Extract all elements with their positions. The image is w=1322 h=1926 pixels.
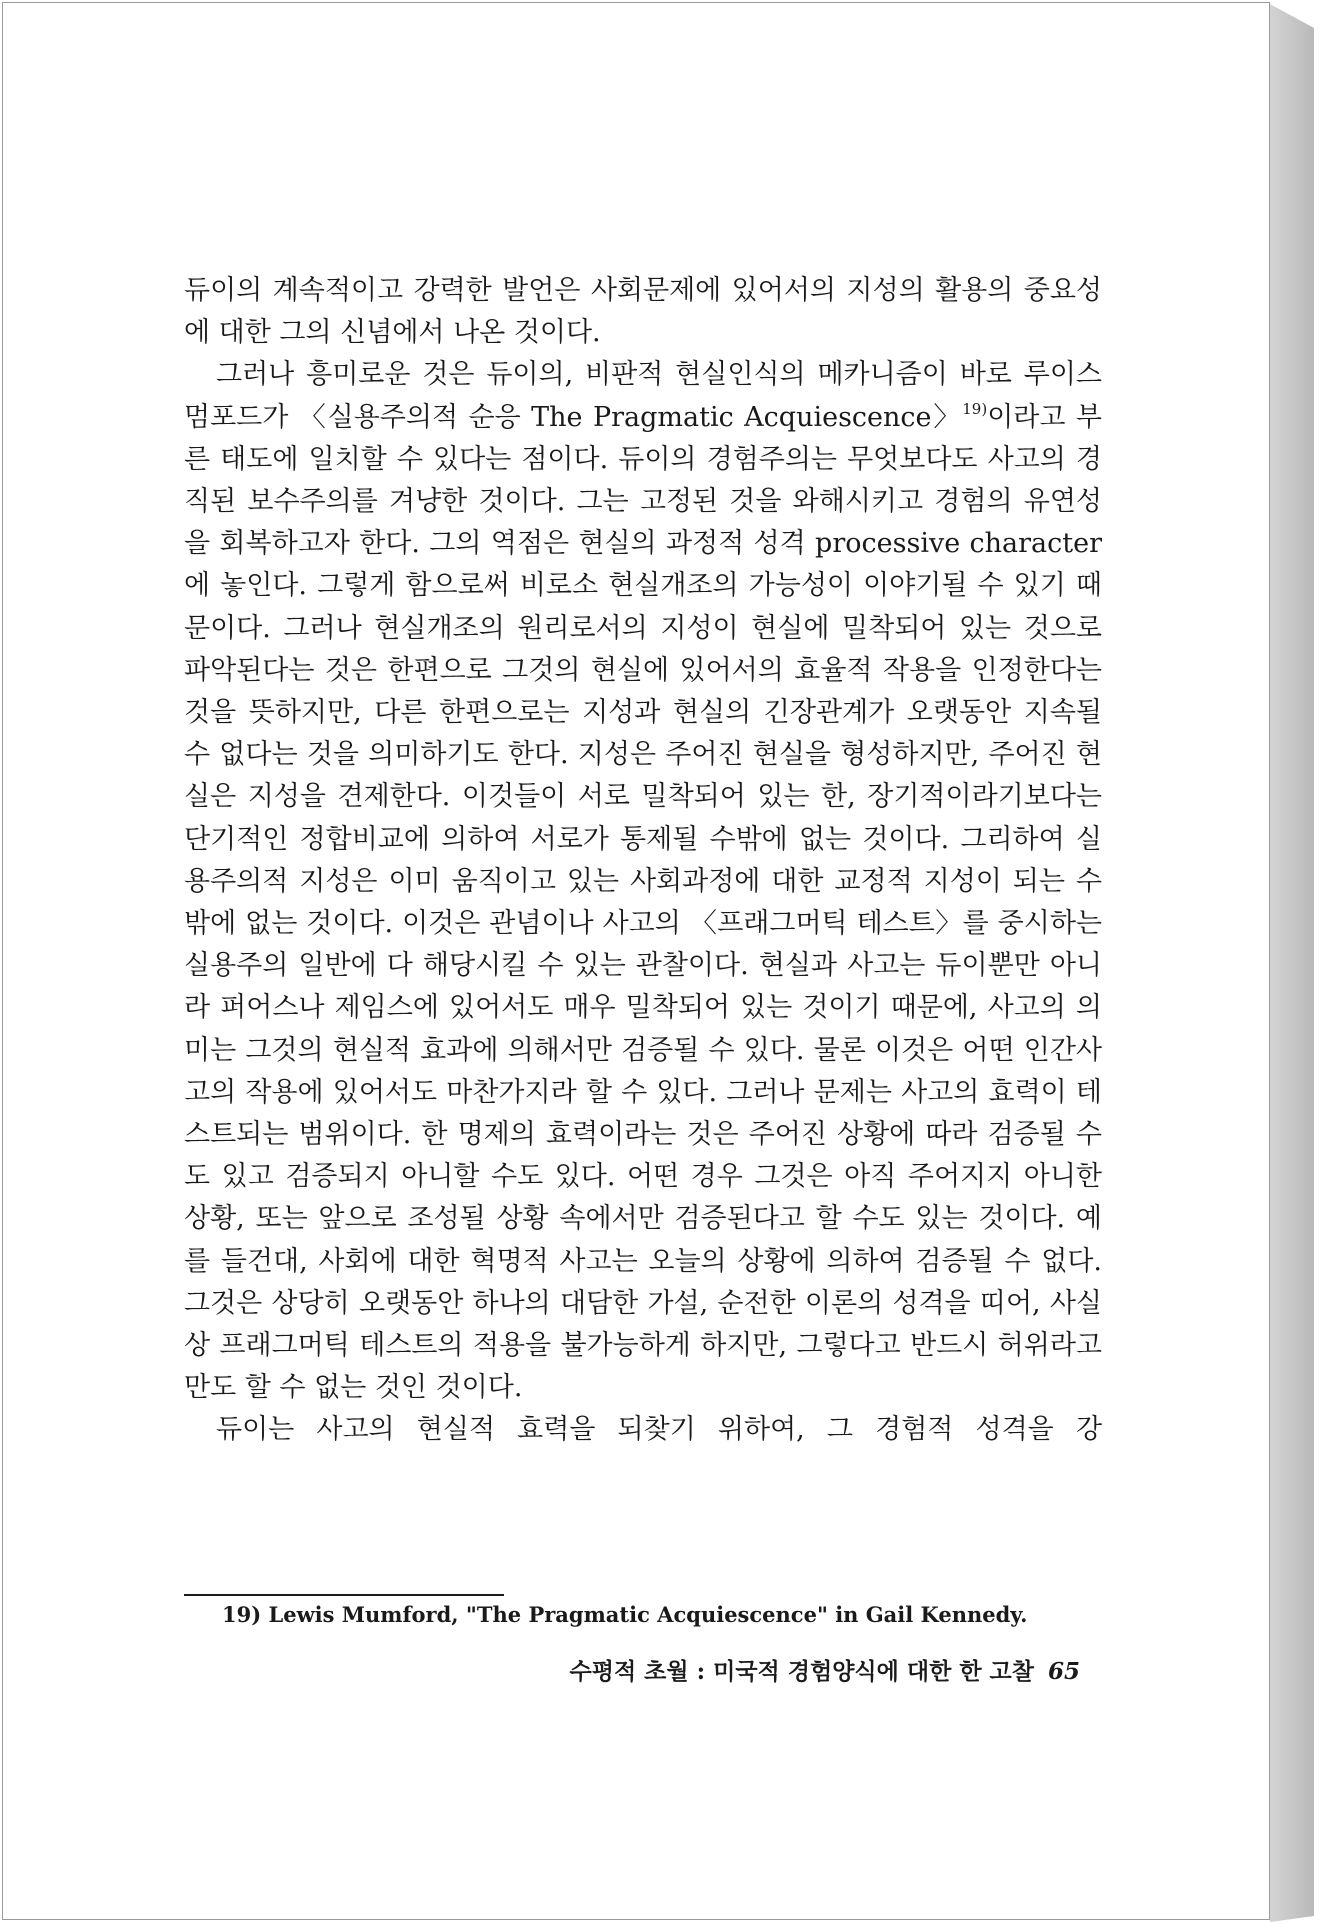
paragraph-3 (184, 1409, 1102, 1451)
paragraph-2-text-after-footnote: 이라고 부른 태도에 일치할 수 있다는 점이다. 듀이의 경험주의는 무엇보다도 사고의 경직된 보수주의를 겨냥한 것이다. 그는 고정된 것을 와해시키고 경험의 유연성을 회복하고자 한다. 그의 역점은 현실의 과정적 성격 processive character 에 놓인다. 그렇게 함으로써 비로소 현실개조의 가능성이 이야기될 수 있기 때문이다. 그러나 현실개조의 원리로서의 지성이 현실에 밀착되어 있는 것으로 파악된다는 것은 한편으로 그것의 현실에 있어서의 효율적 작용을 인정한다는 것을 뜻하지만, 다른 한편으로는 지성과 현실의 긴장관계가 오랫동안 지속될 수 없다는 것을 의미하기도 한다. 지성은 주어진 현실을 형성하지만, 주어진 현실은 지성을 견제한다. 이것들이 서로 밀착되어 있는 한, 장기적이라기보다는 단기적인 정합비교에 의하여 서로가 통제될 수밖에 없는 것이다. 그리하여 실용주의적 지성은 이미 움직이고 있는 사회과정에 대한 교정적 지성이 되는 수밖에 없는 것이다. 이것은 관념이나 사고의 〈프래그머틱 테스트〉를 중시하는 실용주의 일반에 다 해당시킬 수 있는 관찰이다. 현실과 사고는 듀이뿐만 아니라 퍼어스나 제임스에 있어서도 매우 밀착되어 있는 것이기 때문에, 사고의 의미는 그것의 현실적 효과에 의해서만 검증될 수 있다. 물론 이것은 어떤 인간사고의 작용에 있어서도 마찬가지라 할 수 있다. 그러나 문제는 사고의 효력이 테스트되는 범위이다. 한 명제의 효력이라는 것은 주어진 상황에 따라 검증될 수도 있고 검증되지 아니할 수도 있다. 어떤 경우 그것은 아직 주어지지 아니한 상황, 또는 앞으로 조성될 상황 속에서만 검증된다고 할 수도 있는 것이다. 예를 들건대, 사회에 대한 혁명적 사고는 오늘의 상황에 의하여 검증될 수 없다. 그것은 상당히 오랫동안 하나의 대담한 가설, 순전한 이론의 성격을 띠어, 사실상 프래그머틱 테스트의 적용을 불가능하게 하지만, 그렇다고 반드시 허위라고만도 할 수 없는 것인 것이다. (184, 401, 1102, 1404)
paragraph-2-text-before-footnote: 그러나 흥미로운 것은 듀이의, 비판적 현실인식의 메카니즘이 바로 루이스 멈포드가 〈실용주의적 순응 The Pragmatic Acquiescence〉 (184, 359, 1102, 433)
page-number: 65 (1047, 1658, 1080, 1685)
body-text (184, 270, 1102, 1452)
paragraph-1-text: 듀이의 계속적이고 강력한 발언은 사회문제에 있어서의 지성의 활용의 중요성에 대한 그의 신념에서 나온 것이다. (184, 275, 1102, 349)
paragraph-2 (184, 354, 1102, 1409)
running-footer-title: 수평적 초월 : 미국적 경험양식에 대한 한 고찰 (569, 1658, 1034, 1685)
footnote-reference-19: 19) (962, 399, 988, 418)
page-stack-edge (1270, 4, 1314, 1922)
paragraph-1 (184, 270, 1102, 354)
paragraph-3-text: 듀이는 사고의 현실적 효력을 되찾기 위하여, 그 경험적 성격을 강 (216, 1414, 1102, 1446)
footnote-divider (184, 1594, 504, 1596)
running-footer (490, 1656, 1080, 1688)
footnote-19: 19) Lewis Mumford, "The Pragmatic Acquiescence" in Gail Kennedy. (222, 1602, 1028, 1627)
